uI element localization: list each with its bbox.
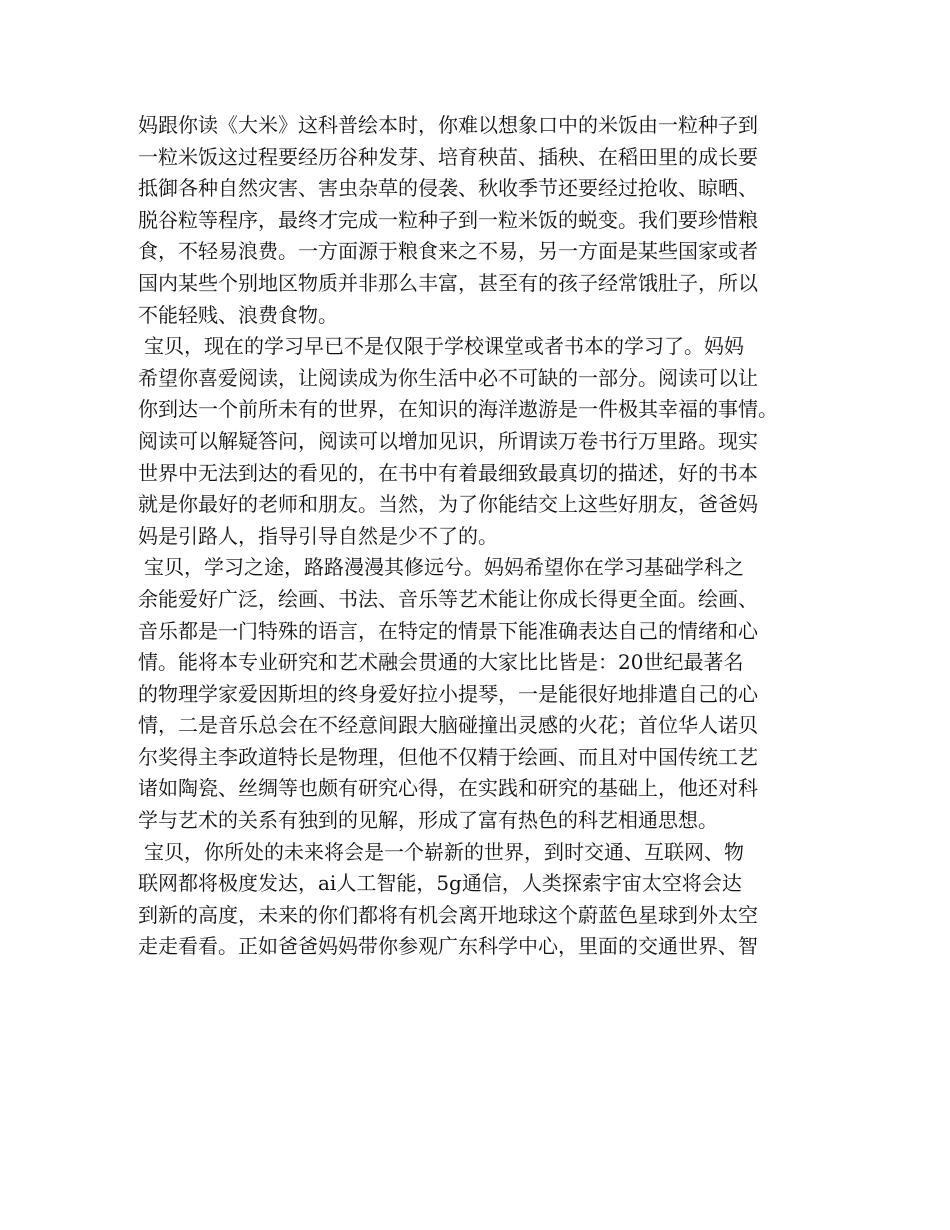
text-line: 你到达一个前所未有的世界，在知识的海洋遨游是一件极其幸福的事情。 — [138, 397, 778, 422]
text-line: 就是你最好的老师和朋友。当然，为了你能结交上这些好朋友，爸爸妈 — [138, 492, 758, 517]
text-line: 学与艺术的关系有独到的见解，形成了富有热色的科艺相通思想。 — [138, 808, 718, 833]
text-line: 不能轻贱、浪费食物。 — [138, 302, 338, 327]
text-line: 妈是引路人，指导引导自然是少不了的。 — [138, 523, 498, 548]
text-line: 走走看看。正如爸爸妈妈带你参观广东科学中心，里面的交通世界、智 — [138, 934, 758, 959]
text-line: 到新的高度，未来的你们都将有机会离开地球这个蔚蓝色星球到外太空 — [138, 902, 758, 927]
text-line: 余能爱好广泛，绘画、书法、音乐等艺术能让你成长得更全面。绘画、 — [138, 586, 758, 611]
paragraph-start-line: 宝贝，现在的学习早已不是仅限于学校课堂或者书本的学习了。妈妈 — [144, 334, 744, 359]
text-line: 情，二是音乐总会在不经意间跟大脑碰撞出灵感的火花；首位华人诺贝 — [138, 713, 758, 738]
paragraph-start-line: 宝贝，学习之途，路路漫漫其修远兮。妈妈希望你在学习基础学科之 — [144, 555, 744, 580]
text-line: 阅读可以解疑答问，阅读可以增加见识，所谓读万卷书行万里路。现实 — [138, 428, 758, 453]
text-line: 联网都将极度发达，ai人工智能，5g通信，人类探索宇宙太空将会达 — [138, 871, 742, 896]
text-line: 诸如陶瓷、丝绸等也颇有研究心得，在实践和研究的基础上，他还对科 — [138, 776, 758, 801]
text-line: 世界中无法到达的看见的，在书中有着最细致最真切的描述，好的书本 — [138, 460, 758, 485]
paragraph-start-line: 宝贝，你所处的未来将会是一个崭新的世界，到时交通、互联网、物 — [144, 839, 744, 864]
text-line: 情。能将本专业研究和艺术融会贯通的大家比比皆是：20世纪最著名 — [138, 650, 744, 675]
body-text — [138, 110, 828, 963]
text-line: 妈跟你读《大米》这科普绘本时，你难以想象口中的米饭由一粒种子到 — [138, 113, 758, 137]
text-line: 一粒米饭这过程要经历谷种发芽、培育秧苗、插秧、在稻田里的成长要 — [138, 144, 758, 169]
text-line: 国内某些个别地区物质并非那么丰富，甚至有的孩子经常饿肚子，所以 — [138, 270, 758, 295]
text-line: 脱谷粒等程序，最终才完成一粒种子到一粒米饭的蜕变。我们要珍惜粮 — [138, 207, 758, 232]
text-line: 抵御各种自然灾害、害虫杂草的侵袭、秋收季节还要经过抢收、晾晒、 — [138, 176, 758, 201]
text-line: 音乐都是一门特殊的语言，在特定的情景下能准确表达自己的情绪和心 — [138, 618, 758, 643]
text-line: 的物理学家爱因斯坦的终身爱好拉小提琴，一是能很好地排遣自己的心 — [138, 681, 758, 706]
text-line: 尔奖得主李政道特长是物理，但他不仅精于绘画、而且对中国传统工艺 — [138, 744, 758, 769]
text-line: 食，不轻易浪费。一方面源于粮食来之不易，另一方面是某些国家或者 — [138, 239, 758, 264]
text-line: 希望你喜爱阅读，让阅读成为你生活中必不可缺的一部分。阅读可以让 — [138, 365, 758, 390]
